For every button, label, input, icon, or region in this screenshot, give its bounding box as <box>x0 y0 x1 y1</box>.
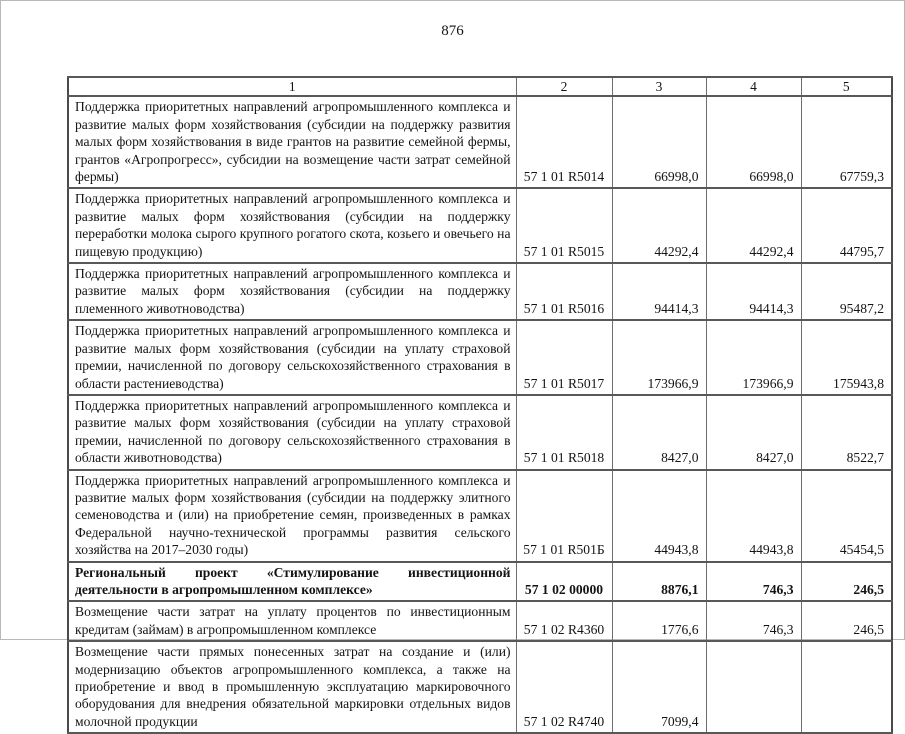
amount-cell-col3: 44943,8 <box>612 470 706 562</box>
program-name-cell: Региональный проект «Стимулирование инвестиционной деятельности в агропромышленном комплексе» <box>68 562 516 602</box>
column-header-2: 2 <box>516 77 612 96</box>
amount-cell-col3: 66998,0 <box>612 96 706 188</box>
amount-cell-col4: 746,3 <box>706 601 801 641</box>
amount-cell-col5: 44795,7 <box>801 188 892 263</box>
amount-cell-col3: 7099,4 <box>612 641 706 733</box>
budget-code-cell: 57 1 01 R5017 <box>516 320 612 395</box>
program-name-cell: Поддержка приоритетных направлений агропромышленного комплекса и развитие малых форм хозяйствования (субсидии на поддержку элитного семеноводства и (или) на приобретение семян, произведенных в рамках Федеральной научно-технической программы развития сельского хозяйства на 2017–2030 годы) <box>68 470 516 562</box>
amount-cell-col4: 44292,4 <box>706 188 801 263</box>
budget-code-cell: 57 1 02 R4740 <box>516 641 612 733</box>
table-row <box>68 562 892 602</box>
table-row <box>68 395 892 470</box>
amount-cell-col5: 45454,5 <box>801 470 892 562</box>
column-header-3: 3 <box>612 77 706 96</box>
page-number: 876 <box>441 23 464 39</box>
program-name-cell: Поддержка приоритетных направлений агропромышленного комплекса и развитие малых форм хозяйствования (субсидии на поддержку переработки молока сырого крупного рогатого скота, козьего и овечьего на пищевую продукцию) <box>68 188 516 263</box>
amount-cell-col5 <box>801 641 892 733</box>
amount-cell-col4 <box>706 641 801 733</box>
table-row <box>68 320 892 395</box>
program-name-cell: Поддержка приоритетных направлений агропромышленного комплекса и развитие малых форм хозяйствования (субсидии на уплату страховой премии, начисленной по договору сельскохозяйственного страхования в области растениеводства) <box>68 320 516 395</box>
header-row <box>68 77 892 96</box>
program-name-cell: Возмещение части затрат на уплату процентов по инвестиционным кредитам (займам) в агропромышленном комплексе <box>68 601 516 641</box>
table-body <box>68 96 892 733</box>
budget-code-cell: 57 1 01 R501Б <box>516 470 612 562</box>
budget-code-cell: 57 1 01 R5015 <box>516 188 612 263</box>
budget-code-cell: 57 1 02 R4360 <box>516 601 612 641</box>
table-row <box>68 601 892 641</box>
table-row <box>68 263 892 320</box>
program-name-cell: Поддержка приоритетных направлений агропромышленного комплекса и развитие малых форм хозяйствования (субсидии на уплату страховой премии, начисленной по договору сельскохозяйственного страхования в области животноводства) <box>68 395 516 470</box>
table-row <box>68 470 892 562</box>
amount-cell-col3: 173966,9 <box>612 320 706 395</box>
budget-code-cell: 57 1 02 00000 <box>516 562 612 602</box>
budget-code-cell: 57 1 01 R5016 <box>516 263 612 320</box>
program-name-cell: Поддержка приоритетных направлений агропромышленного комплекса и развитие малых форм хозяйствования (субсидии на поддержку племенного животноводства) <box>68 263 516 320</box>
table-row <box>68 96 892 188</box>
table-row <box>68 641 892 733</box>
column-header-4: 4 <box>706 77 801 96</box>
amount-cell-col4: 44943,8 <box>706 470 801 562</box>
amount-cell-col4: 8427,0 <box>706 395 801 470</box>
program-name-cell: Поддержка приоритетных направлений агропромышленного комплекса и развитие малых форм хозяйствования (субсидии на поддержку развития малых форм хозяйствования в виде грантов на развитие семейной фермы, грантов «Агропрогресс», субсидии на возмещение части затрат семейной фермы) <box>68 96 516 188</box>
amount-cell-col3: 1776,6 <box>612 601 706 641</box>
amount-cell-col4: 746,3 <box>706 562 801 602</box>
amount-cell-col5: 246,5 <box>801 601 892 641</box>
amount-cell-col4: 66998,0 <box>706 96 801 188</box>
program-name-cell: Возмещение части прямых понесенных затрат на создание и (или) модернизацию объектов агропромышленного комплекса, а также на приобретение и ввод в промышленную эксплуатацию маркировочного оборудования для внедрения обязательной маркировки отдельных видов молочной продукции <box>68 641 516 733</box>
amount-cell-col5: 95487,2 <box>801 263 892 320</box>
amount-cell-col4: 173966,9 <box>706 320 801 395</box>
amount-cell-col5: 175943,8 <box>801 320 892 395</box>
budget-table <box>67 76 893 734</box>
amount-cell-col4: 94414,3 <box>706 263 801 320</box>
column-header-5: 5 <box>801 77 892 96</box>
table-row <box>68 188 892 263</box>
amount-cell-col5: 67759,3 <box>801 96 892 188</box>
column-header-1: 1 <box>68 77 516 96</box>
budget-code-cell: 57 1 01 R5014 <box>516 96 612 188</box>
amount-cell-col3: 8427,0 <box>612 395 706 470</box>
amount-cell-col5: 246,5 <box>801 562 892 602</box>
amount-cell-col5: 8522,7 <box>801 395 892 470</box>
amount-cell-col3: 94414,3 <box>612 263 706 320</box>
amount-cell-col3: 8876,1 <box>612 562 706 602</box>
table-header <box>68 77 892 96</box>
amount-cell-col3: 44292,4 <box>612 188 706 263</box>
budget-code-cell: 57 1 01 R5018 <box>516 395 612 470</box>
